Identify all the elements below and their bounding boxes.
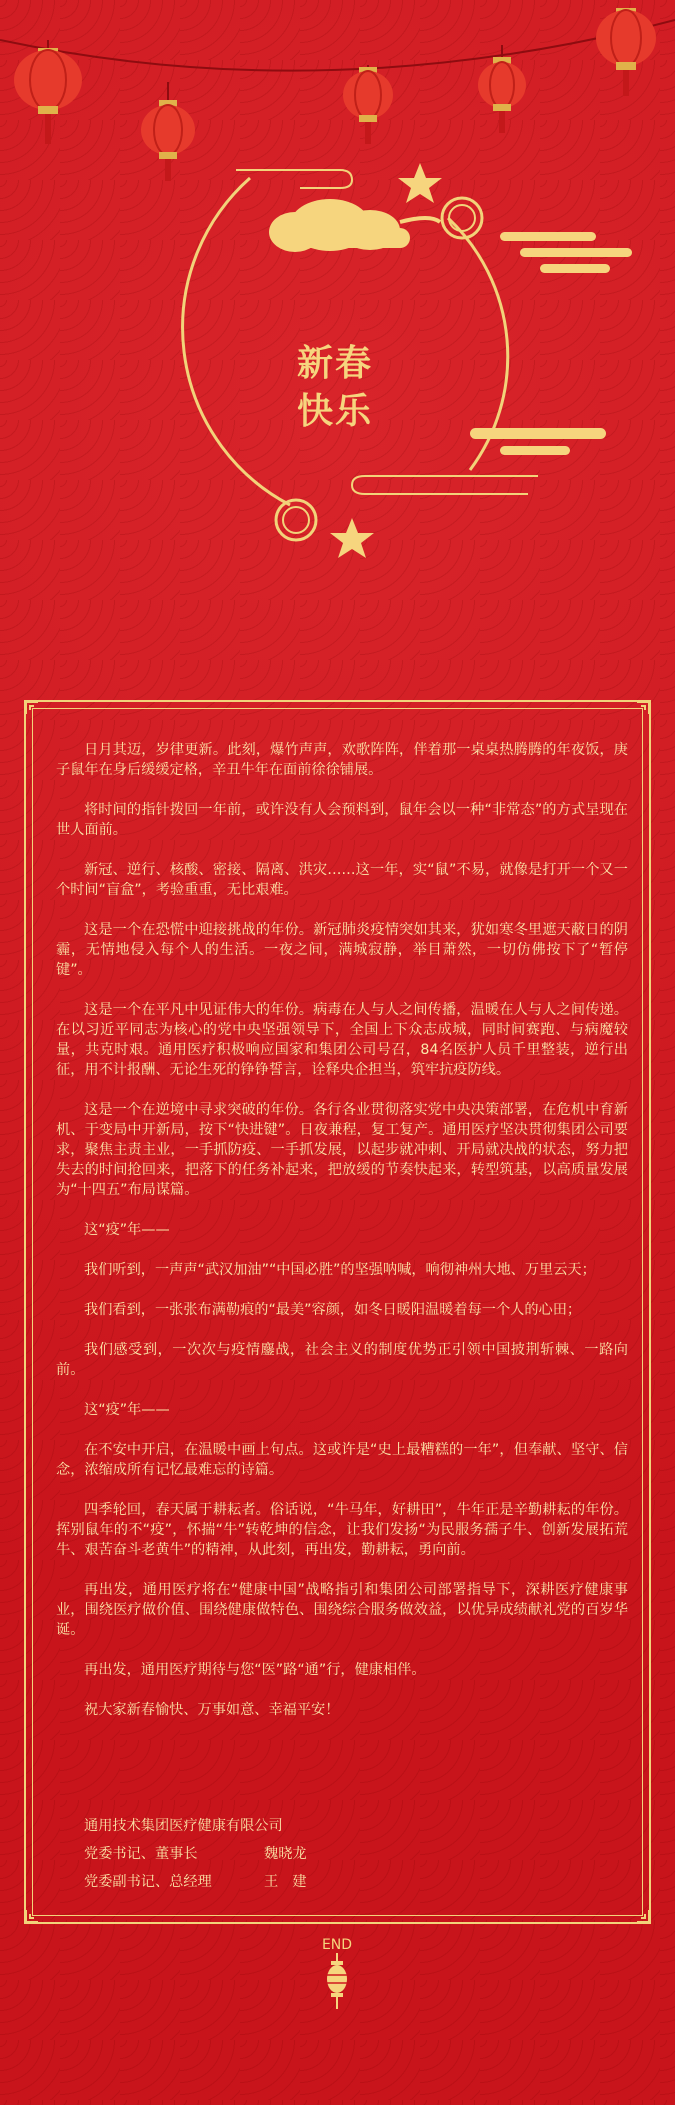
greeting-title-line1: 新春: [296, 343, 373, 384]
corner-ornament-icon: [24, 700, 40, 716]
lantern-icon: [14, 40, 82, 144]
letter-paragraph: 再出发，通用医疗将在“健康中国”战略指引和集团公司部署指导下，深耕医疗健康事业，围绕医疗做价值、围绕健康做特色、围绕综合服务做效益，以优异成绩献礼党的百岁华诞。: [56, 1582, 628, 1638]
letter-paragraph: 这是一个在逆境中寻求突破的年份。各行各业贯彻落实党中央决策部署，在危机中育新机、于变局中开新局，按下“快进键”。日夜兼程，复工复产。通用医疗坚决贯彻集团公司要求，聚焦主责主业，一手抓防疫、一手抓发展，以起步就冲刺、开局就决战的状态，努力把失去的时间抢回来，把落下的任务补起来，把放缓的节奏快起来，转型筑基，以高质量发展为“十四五”布局谋篇。: [56, 1102, 628, 1198]
lantern-icon: [596, 8, 656, 96]
lantern-icon: [343, 65, 393, 144]
letter-paragraph: 我们听到，一声声“武汉加油”“中国必胜”的坚强呐喊，响彻神州大地、万里云天；: [84, 1262, 596, 1278]
signer-row: [84, 1868, 307, 1896]
letter-body: [56, 740, 628, 1740]
cloud-streaks: [470, 232, 632, 455]
letter-paragraph: 这“疫”年——: [84, 1402, 170, 1418]
cloud-icon: [269, 199, 440, 252]
letter-paragraph: 再出发，通用医疗期待与您“医”路“通”行，健康相伴。: [84, 1662, 426, 1678]
lantern-string: [0, 20, 675, 71]
letter-paragraph: 新冠、逆行、核酸、密接、隔离、洪灾……这一年，实“鼠”不易，就像是打开一个又一个时间“盲盒”，考验重重，无比艰难。: [56, 862, 628, 898]
signature-block: [84, 1812, 307, 1896]
corner-ornament-icon: [635, 700, 651, 716]
letter-paragraph: 我们感受到，一次次与疫情鏖战，社会主义的制度优势正引领中国披荆斩棘、一路向前。: [56, 1342, 628, 1378]
star-icon: [330, 518, 374, 558]
signer-name: 魏晓龙: [264, 1846, 307, 1862]
letter-paragraph: 这“疫”年——: [84, 1222, 170, 1238]
letter-paragraph: 日月其迈，岁律更新。此刻，爆竹声声，欢歌阵阵，伴着那一桌桌热腾腾的年夜饭，庚子鼠年在身后缓缓定格，辛丑牛年在面前徐徐铺展。: [56, 742, 628, 778]
signer-role: 党委书记、董事长: [84, 1846, 198, 1862]
letter-paragraph: 这是一个在恐慌中迎接挑战的年份。新冠肺炎疫情突如其来，犹如寒冬里遮天蔽日的阴霾，无情地侵入每个人的生活。一夜之间，满城寂静，举目萧然，一切仿佛按下了“暂停键”。: [56, 922, 628, 978]
end-marker: [312, 1937, 362, 2017]
corner-ornament-icon: [24, 1908, 40, 1924]
greeting-title-line2: 快乐: [296, 391, 373, 432]
signer-role: 党委副书记、总经理: [84, 1874, 212, 1890]
lantern-icon: [141, 82, 195, 181]
signer-row: [84, 1840, 307, 1868]
corner-ornament-icon: [635, 1908, 651, 1924]
star-icon: [398, 163, 442, 203]
end-label: END: [321, 1937, 353, 1953]
letter-paragraph: 这是一个在平凡中见证伟大的年份。病毒在人与人之间传播，温暖在人与人之间传递。在以习近平同志为核心的党中央坚强领导下，全国上下众志成城，同时间赛跑、与病魔较量，共克时艰。通用医疗积极响应国家和集团公司号召，84名医护人员千里整装，逆行出征，用不计报酬、无论生死的铮铮誓言，诠释央企担当，筑牢抗疫防线。: [56, 1002, 628, 1078]
letter-paragraph: 在不安中开启，在温暖中画上句点。这或许是“史上最糟糕的一年”，但奉献、坚守、信念，浓缩成所有记忆最难忘的诗篇。: [56, 1442, 628, 1478]
hero-illustration: [0, 0, 675, 690]
small-lantern-icon: [322, 1953, 352, 2013]
signer-name: 王 建: [264, 1874, 307, 1890]
organization-name: 通用技术集团医疗健康有限公司: [84, 1818, 283, 1834]
greeting-title: [270, 340, 400, 436]
letter-paragraph: 我们看到，一张张布满勒痕的“最美”容颜，如冬日暖阳温暖着每一个人的心田；: [84, 1302, 582, 1318]
letter-paragraph: 祝大家新春愉快、万事如意、幸福平安！: [84, 1702, 340, 1718]
letter-paragraph: 将时间的指针拨回一年前，或许没有人会预料到，鼠年会以一种“非常态”的方式呈现在世人面前。: [56, 802, 628, 838]
letter-paragraph: 四季轮回，春天属于耕耘者。俗话说，“牛马年，好耕田”，牛年正是辛勤耕耘的年份。挥别鼠年的不“疫”，怀揣“牛”转乾坤的信念，让我们发扬“为民服务孺子牛、创新发展拓荒牛、艰苦奋斗老黄牛”的精神，从此刻，再出发，勤耕耘，勇向前。: [56, 1502, 628, 1558]
